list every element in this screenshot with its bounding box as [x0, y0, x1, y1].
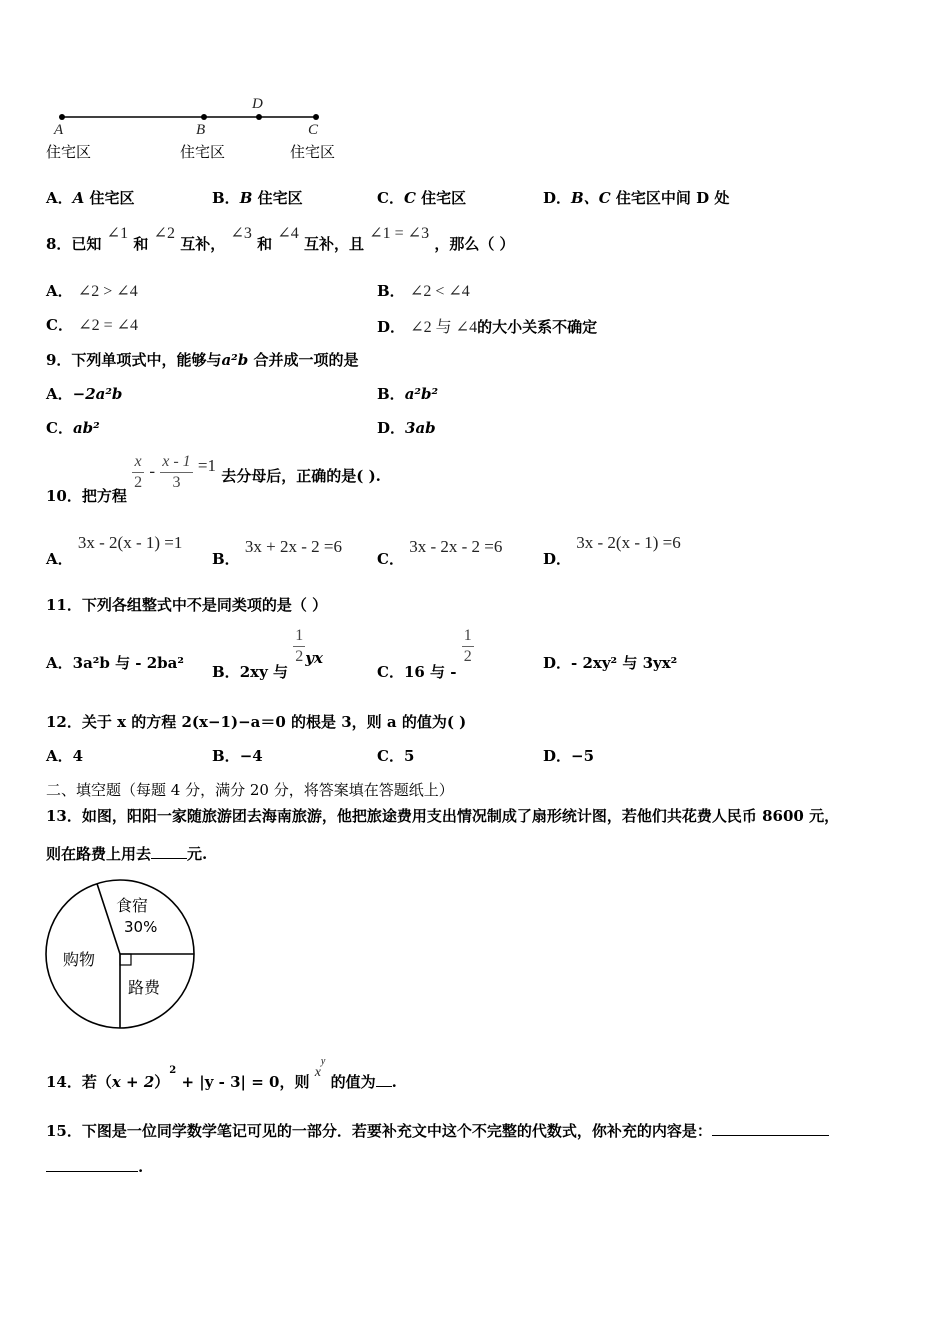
- q8-opt-a-text: ∠2 > ∠4: [77, 283, 138, 300]
- q10-option-a: [46, 532, 182, 568]
- q7-opt-b-text: 住宅区: [252, 189, 303, 207]
- q11-opt-b-pre: 2xy 与: [239, 662, 289, 681]
- q14-stem-c: + |y - 3| = 0，则: [176, 1073, 310, 1091]
- q14-xy: [314, 1056, 326, 1080]
- q13-line1: 13．如图，阳阳一家随旅游团去海南旅游，他把旅途费用支出情况制成了扇形统计图，若他们共花费人民币 8600 元，: [46, 807, 840, 825]
- q9-option-a: [46, 383, 122, 404]
- q11-opt-c-letter: C．: [377, 662, 404, 681]
- q11-opt-a-text: 3a²b 与 - 2ba²: [72, 654, 184, 672]
- q9-stem-b: 合并成一项的是: [248, 351, 359, 369]
- q14-stem-b: ）: [154, 1073, 170, 1091]
- q7-option-d: [543, 187, 729, 208]
- q7-opt-b-letter: B．: [212, 189, 240, 207]
- q7-option-b: [212, 187, 303, 208]
- q12-option-c: [377, 745, 414, 766]
- q13-line2-b: 元.: [187, 845, 208, 863]
- q8-opt-a-letter: A．: [46, 282, 73, 300]
- q12-opt-a-text: 4: [72, 747, 84, 765]
- q8-opt-d-letter: D．: [377, 318, 406, 336]
- q10-option-d: [543, 532, 681, 568]
- q11-stem: 11．下列各组整式中不是同类项的是（ ）: [46, 596, 328, 614]
- point-d-dot: [256, 114, 262, 120]
- q10-option-b: [212, 536, 342, 572]
- q8-and2: 和: [257, 235, 273, 253]
- q8-angle2: ∠2: [153, 225, 175, 242]
- q11-opt-b-post: yx: [305, 648, 323, 667]
- q10-opt-d-letter: D．: [543, 550, 572, 568]
- q13-line2: [46, 843, 207, 864]
- q7-opt-b-italic: B: [239, 189, 253, 207]
- q12-stem: 12．关于 x 的方程 2(x−1)−a＝0 的根是 3，则 a 的值为( ): [46, 713, 467, 731]
- q12-opt-a-letter: A．: [46, 747, 73, 765]
- q10-opt-a-text: 3x - 2(x - 1) =1: [77, 533, 183, 552]
- q11-opt-c-frac: [462, 626, 474, 667]
- q10-stem-a: 10．把方程: [46, 486, 127, 505]
- q14-xy-base: x: [314, 1065, 321, 1080]
- q9-opt-a-letter: A．: [46, 385, 73, 403]
- q11-opt-b-den: 2: [295, 648, 304, 665]
- q15-end: .: [138, 1158, 144, 1176]
- q14-square: 2: [169, 1065, 177, 1076]
- q9-opt-c-text: ab²: [72, 419, 100, 437]
- q8-opt-b-letter: B．: [377, 282, 405, 300]
- q7-opt-d-letter: D．: [543, 189, 572, 207]
- q11-opt-b-frac: [293, 626, 305, 667]
- q10-opt-c-letter: C．: [377, 550, 404, 568]
- q14-stem-d: 的值为: [330, 1073, 376, 1091]
- pie-label-food-pct: 30%: [124, 918, 158, 936]
- q11-opt-d-text: - 2xy² 与 3yx²: [571, 654, 678, 672]
- q8-option-d: [377, 314, 597, 337]
- point-c-label: C: [308, 122, 319, 138]
- q10-opt-b-letter: B．: [212, 550, 240, 568]
- q11-option-c: [377, 626, 474, 681]
- q7-opt-a-letter: A．: [46, 189, 73, 207]
- point-b-label: B: [196, 122, 206, 138]
- point-d-label: D: [252, 96, 263, 112]
- q7-option-a: [46, 187, 135, 208]
- point-a-label: A: [54, 122, 64, 138]
- q12-opt-d-letter: D．: [543, 747, 572, 765]
- area-b-label: 住宅区: [180, 143, 226, 161]
- q9-stem: [46, 349, 358, 370]
- q12-option-b: [212, 745, 263, 766]
- pie-label-travel: 路费: [128, 978, 161, 997]
- point-b-dot: [201, 114, 207, 120]
- q8-opt-d-tail: 的大小关系不确定: [477, 318, 598, 336]
- q15-line1: [46, 1120, 829, 1141]
- area-a-label: 住宅区: [46, 143, 92, 161]
- q8-opt-b-text: ∠2 < ∠4: [409, 283, 470, 300]
- point-a-dot: [59, 114, 65, 120]
- q8-opt-d-text: ∠2 与 ∠4: [410, 319, 478, 336]
- q11-opt-a-letter: A．: [46, 654, 73, 672]
- q14-stem: [46, 1058, 397, 1090]
- q11-opt-d-letter: D．: [543, 654, 572, 672]
- q7-option-c: [377, 187, 466, 208]
- pie-label-shop: 购物: [63, 950, 96, 969]
- q8-option-c: [46, 314, 138, 335]
- q11-option-a: [46, 652, 184, 673]
- q9-stem-a: 9．下列单项式中，能够与: [46, 351, 222, 369]
- q10-opt-b-text: 3x + 2x - 2 =6: [244, 537, 343, 556]
- q14-expr: x + 2: [111, 1073, 155, 1091]
- q12-opt-b-letter: B．: [212, 747, 240, 765]
- q10-frac2-num: x - 1: [160, 452, 192, 473]
- q11-opt-c-pre: 16 与 -: [403, 662, 457, 681]
- pie-label-food: 食宿: [116, 896, 149, 915]
- q9-opt-c-letter: C．: [46, 419, 73, 437]
- point-c-dot: [313, 114, 319, 120]
- q7-opt-a-italic: A: [72, 189, 85, 207]
- q11-opt-c-num: 1: [462, 626, 474, 647]
- q8-opt-c-text: ∠2 = ∠4: [78, 317, 139, 334]
- q8-comp2: 互补，且: [303, 235, 364, 253]
- section-2-heading: 二、填空题（每题 4 分，满分 20 分，将答案填在答题纸上）: [46, 781, 454, 799]
- q10-stem-b: 去分母后，正确的是( ).: [221, 466, 381, 485]
- q9-opt-d-text: 3ab: [405, 419, 436, 437]
- q14-end: .: [391, 1073, 397, 1091]
- q10-eq-one: =1: [197, 455, 217, 475]
- q9-opt-a-text: −2a²b: [72, 385, 123, 403]
- q10-option-c: [377, 536, 502, 572]
- q9-stem-term: a²b: [221, 351, 249, 369]
- q13-line2-a: 则在路费上用去: [46, 845, 152, 863]
- q11-opt-b-letter: B．: [212, 662, 240, 681]
- q11-opt-b-num: 1: [293, 626, 305, 647]
- q14-answer-blank: [376, 1072, 392, 1087]
- q10-opt-d-text: 3x - 2(x - 1) =6: [576, 533, 681, 552]
- q9-option-d: [377, 417, 436, 438]
- q12-opt-b-text: −4: [239, 747, 263, 765]
- q8-angle3: ∠3: [230, 225, 252, 242]
- q10-frac2-den: 3: [172, 474, 181, 491]
- q8-comp1: 互补，: [180, 235, 226, 253]
- q7-opt-c-letter: C．: [377, 189, 404, 207]
- q8-stem: [46, 222, 515, 252]
- q8-equality: ∠1 = ∠3: [369, 225, 430, 242]
- q15-line2: [46, 1157, 143, 1176]
- q9-option-b: [377, 383, 438, 404]
- q10-frac1-den: 2: [134, 474, 143, 491]
- area-c-label: 住宅区: [290, 143, 336, 161]
- q7-opt-d-text: 住宅区中间 D 处: [610, 189, 730, 207]
- q10-frac-2: [160, 452, 192, 493]
- q11-option-b: [212, 626, 323, 681]
- q10-opt-a-letter: A．: [46, 550, 73, 568]
- q11-option-d: [543, 652, 677, 673]
- q9-opt-b-text: a²b²: [404, 385, 439, 403]
- q12-opt-c-letter: C．: [377, 747, 404, 765]
- q7-opt-c-text: 住宅区: [415, 189, 467, 207]
- q8-angle4: ∠4: [277, 225, 299, 242]
- q12-option-a: [46, 745, 83, 766]
- q10-frac-1: [132, 452, 144, 493]
- q8-and1: 和: [133, 235, 149, 253]
- q7-opt-a-text: 住宅区: [84, 189, 135, 207]
- q10-stem: [46, 452, 381, 505]
- q10-opt-c-text: 3x - 2x - 2 =6: [409, 537, 503, 556]
- q15-answer-blank-2: [46, 1157, 138, 1172]
- q15-answer-blank-1: [712, 1121, 829, 1136]
- q8-option-a: [46, 280, 138, 301]
- q14-xy-exp: y: [320, 1056, 326, 1068]
- q13-answer-blank: [151, 844, 187, 859]
- q7-opt-d-italic: B、C: [571, 189, 611, 207]
- q14-stem-a: 14．若（: [46, 1073, 112, 1091]
- q10-frac1-num: x: [132, 452, 144, 473]
- q8-angle1: ∠1: [106, 225, 129, 242]
- q7-opt-c-italic: C: [403, 189, 416, 207]
- q8-option-b: [377, 280, 470, 301]
- q8-tail: ，那么（ ）: [434, 235, 515, 253]
- q8-opt-c-letter: C．: [46, 316, 73, 334]
- q12-opt-d-text: −5: [571, 747, 595, 765]
- q9-option-c: [46, 417, 100, 438]
- q11-opt-c-den: 2: [463, 648, 472, 665]
- q10-minus: -: [149, 461, 156, 481]
- q15-text: 15．下图是一位同学数学笔记可见的一部分．若要补充文中这个不完整的代数式，你补充的内容是：: [46, 1122, 712, 1140]
- q9-opt-b-letter: B．: [377, 385, 405, 403]
- q8-num: 8．已知: [46, 235, 102, 253]
- q12-option-d: [543, 745, 594, 766]
- q9-opt-d-letter: D．: [377, 419, 406, 437]
- q12-opt-c-text: 5: [403, 747, 415, 765]
